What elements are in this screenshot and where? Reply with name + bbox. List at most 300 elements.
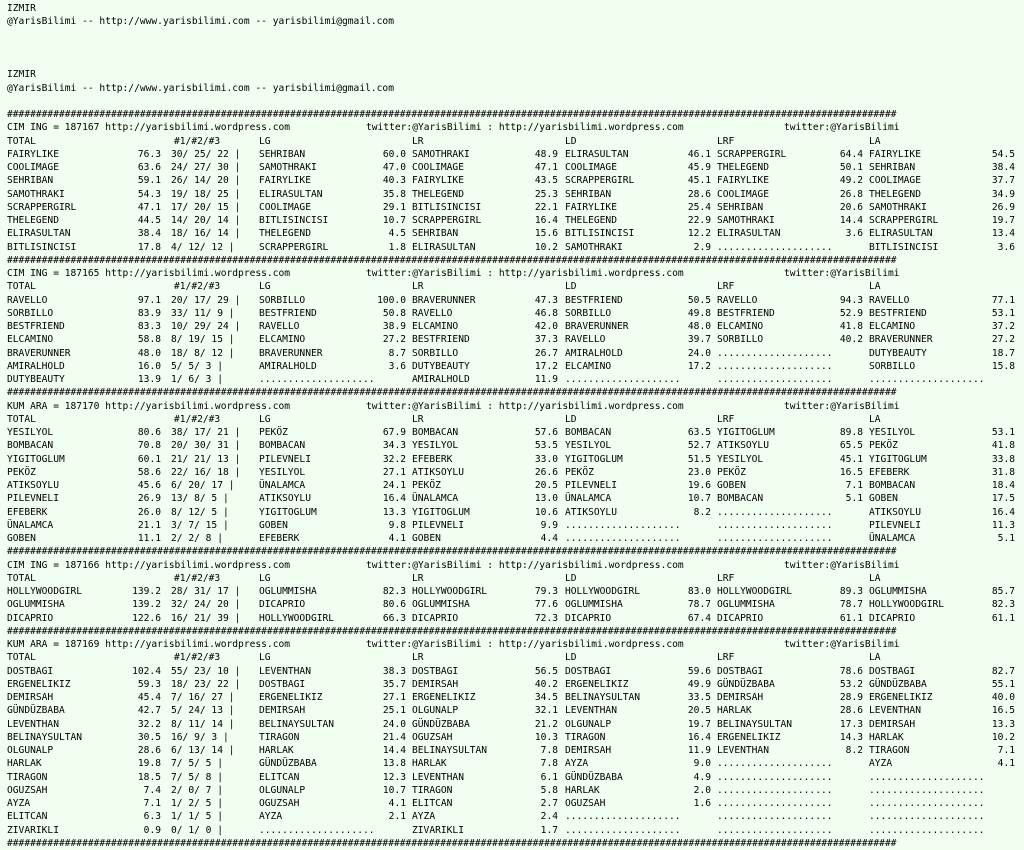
la-score: 17.5	[991, 493, 1015, 505]
race-title: CIM ING = 187167 http://yarisbilimi.wordpress.com	[7, 122, 291, 134]
la-score: 16.4	[991, 506, 1015, 518]
ld-horse: COOLIMAGE	[565, 162, 617, 173]
column-header-row	[7, 280, 1019, 293]
total-score: 45.4	[137, 692, 161, 703]
table-row	[7, 333, 1019, 346]
la-score: 82.7	[991, 665, 1015, 677]
total-score: 7.1	[143, 798, 161, 809]
place-counts: 32/ 24/ 20 |	[171, 599, 241, 611]
horse-name: ELCAMINO	[7, 334, 54, 346]
lrf-horse: ....................	[717, 360, 833, 372]
table-row	[7, 665, 1019, 678]
ld-score: 33.5	[687, 692, 711, 703]
table-row	[7, 320, 1019, 333]
total-score: 139.2	[132, 586, 161, 597]
table-row	[7, 307, 1019, 320]
table-row	[7, 214, 1019, 227]
lg-horse: THELEGEND	[259, 228, 311, 240]
lr-horse: RAVELLO	[412, 307, 453, 319]
horse-name: YESILYOL	[7, 427, 54, 438]
horse-name: THELEGEND	[7, 215, 59, 226]
lrf-score: 65.5	[839, 440, 863, 452]
lr-score: 25.3	[534, 188, 558, 200]
lr-horse: ELIRASULTAN	[412, 241, 476, 253]
ld-score: 24.0	[687, 347, 711, 359]
lr-score: 9.9	[540, 519, 558, 531]
lr-horse: ATIKSOYLU	[412, 466, 464, 478]
la-horse: YESILYOL	[869, 427, 916, 438]
place-counts: 3/ 7/ 15 |	[171, 519, 229, 531]
horse-name: OGLUMMISHA	[7, 599, 65, 611]
table-row	[7, 188, 1019, 201]
lrf-horse: RAVELLO	[717, 294, 758, 306]
total-score: 45.6	[137, 480, 161, 491]
la-score: 33.8	[991, 453, 1015, 465]
twitter-link: twitter:@YarisBilimi : http://yarisbilimi.wordpress.com	[366, 400, 684, 412]
lg-horse: DEMIRSAH	[259, 705, 306, 717]
horse-name: GÜNDÜZBABA	[7, 705, 65, 717]
lg-horse: AYZA	[259, 811, 283, 823]
lrf-horse: ....................	[717, 824, 833, 836]
ld-score: 45.1	[687, 175, 711, 187]
lrf-horse: YESILYOL	[717, 453, 764, 465]
table-row	[7, 519, 1019, 532]
race-title: CIM ING = 187166 http://yarisbilimi.wordpress.com	[7, 559, 291, 571]
lr-horse: ERGENELIKIZ	[412, 692, 476, 703]
lrf-score: 40.2	[839, 334, 863, 346]
lg-score: 100.0	[377, 294, 406, 306]
ld-score: 17.2	[687, 360, 711, 372]
place-counts: 19/ 18/ 25 |	[171, 188, 241, 200]
lr-score: 10.6	[534, 506, 558, 518]
lr-horse: SAMOTHRAKI	[412, 148, 470, 160]
place-counts: 21/ 21/ 13 |	[171, 453, 241, 465]
lg-score: 80.6	[382, 599, 406, 611]
total-score: 26.0	[137, 506, 161, 518]
header-lrf: LRF	[717, 572, 735, 584]
header-lrf: LRF	[717, 135, 735, 147]
ld-score: 78.7	[687, 599, 711, 611]
table-row	[7, 612, 1019, 625]
la-horse: GÜNDÜZBABA	[869, 678, 927, 690]
lg-horse: PILEVNELI	[259, 453, 311, 465]
la-horse: ....................	[869, 798, 985, 809]
lg-horse: OGUZSAH	[259, 798, 300, 809]
table-row	[7, 810, 1019, 823]
la-score: 10.2	[991, 731, 1015, 743]
lr-horse: SORBILLO	[412, 347, 459, 359]
horse-name: AMIRALHOLD	[7, 360, 65, 372]
place-counts: 18/ 23/ 22 |	[171, 678, 241, 690]
lg-horse: HOLLYWOODGIRL	[259, 612, 335, 624]
table-row	[7, 824, 1019, 837]
la-score: 34.9	[991, 188, 1015, 200]
la-horse: ....................	[869, 771, 985, 783]
la-horse: TIRAGON	[869, 745, 910, 756]
header-total: TOTAL	[7, 652, 36, 664]
horse-name: BOMBACAN	[7, 440, 54, 452]
lr-horse: AMIRALHOLD	[412, 374, 470, 385]
race-title: KUM ARA = 187170 http://yarisbilimi.wordpress.com	[7, 400, 291, 412]
lr-score: 42.0	[534, 321, 558, 332]
place-counts: 8/ 19/ 15 |	[171, 334, 235, 346]
la-score: 31.8	[991, 466, 1015, 478]
lr-score: 34.5	[534, 692, 558, 703]
lg-score: 60.0	[382, 148, 406, 160]
lg-score: 35.7	[382, 678, 406, 690]
ld-horse: PEKÖZ	[565, 466, 594, 478]
ld-horse: BELINAYSULTAN	[565, 692, 641, 703]
total-score: 32.2	[137, 718, 161, 730]
ld-score: 46.1	[687, 148, 711, 160]
twitter-handle: twitter:@YarisBilimi	[784, 400, 900, 412]
la-horse: ....................	[869, 784, 985, 796]
horse-name: LEVENTHAN	[7, 718, 59, 730]
table-row	[7, 731, 1019, 744]
total-score: 48.0	[137, 347, 161, 359]
lrf-horse: ELIRASULTAN	[717, 228, 781, 240]
lrf-score: 16.5	[839, 466, 863, 478]
column-header-row	[7, 572, 1019, 585]
ld-horse: HARLAK	[565, 784, 600, 796]
place-counts: 18/ 16/ 14 |	[171, 228, 241, 240]
total-score: 16.0	[137, 360, 161, 372]
lg-horse: PEKÖZ	[259, 427, 288, 438]
lrf-score: 17.3	[839, 718, 863, 730]
lrf-score: 94.3	[839, 294, 863, 306]
lrf-score: 53.2	[839, 678, 863, 690]
ld-horse: LEVENTHAN	[565, 705, 617, 717]
la-score: 18.7	[991, 347, 1015, 359]
table-row	[7, 598, 1019, 611]
place-counts: 20/ 17/ 29 |	[171, 294, 241, 306]
twitter-link: twitter:@YarisBilimi : http://yarisbilimi.wordpress.com	[366, 559, 684, 571]
la-horse: DEMIRSAH	[869, 718, 916, 730]
lrf-horse: GÜNDÜZBABA	[717, 678, 775, 690]
horse-name: YIGITOGLUM	[7, 453, 65, 465]
lg-horse: DOSTBAGI	[259, 678, 306, 690]
twitter-link: twitter:@YarisBilimi : http://yarisbilimi.wordpress.com	[366, 268, 684, 279]
place-counts: 55/ 23/ 10 |	[171, 665, 241, 677]
horse-name: ERGENELIKIZ	[7, 678, 71, 690]
lg-horse: FAIRYLIKE	[259, 175, 311, 187]
table-row	[7, 691, 1019, 704]
twitter-handle: twitter:@YarisBilimi	[784, 559, 900, 571]
header-total: TOTAL	[7, 135, 36, 147]
lg-score: 35.8	[382, 188, 406, 200]
ld-score: 19.7	[687, 718, 711, 730]
lrf-horse: SORBILLO	[717, 334, 764, 346]
lrf-horse: ....................	[717, 519, 833, 531]
total-score: 139.2	[132, 599, 161, 611]
separator-line: ##########################################################################################################################################################	[7, 109, 897, 120]
horse-name: ATIKSOYLU	[7, 480, 59, 491]
ld-horse: ÜNALAMCA	[565, 493, 612, 505]
ld-score: 12.2	[687, 228, 711, 240]
horse-name: DEMIRSAH	[7, 692, 54, 703]
lg-score: 14.4	[382, 745, 406, 756]
header-la: LA	[869, 135, 881, 147]
lg-score: 32.2	[382, 453, 406, 465]
lr-horse: BRAVERUNNER	[412, 294, 476, 306]
ld-horse: BESTFRIEND	[565, 294, 623, 306]
lr-horse: GOBEN	[412, 533, 441, 544]
table-row	[7, 201, 1019, 214]
header-la: LA	[869, 652, 881, 664]
la-horse: AYZA	[869, 758, 893, 770]
lr-score: 21.2	[534, 718, 558, 730]
total-score: 26.9	[137, 493, 161, 505]
race-tables	[7, 108, 1019, 850]
horse-name: ELIRASULTAN	[7, 228, 71, 240]
place-counts: 24/ 27/ 30 |	[171, 162, 241, 173]
la-score: 77.1	[991, 294, 1015, 306]
separator-line: ##########################################################################################################################################################	[7, 254, 897, 266]
ld-horse: RAVELLO	[565, 334, 606, 346]
total-score: 58.6	[137, 466, 161, 478]
place-counts: 1/ 2/ 5 |	[171, 798, 223, 809]
total-score: 28.6	[137, 745, 161, 756]
lr-horse: BELINAYSULTAN	[412, 745, 488, 756]
horse-name: SAMOTHRAKI	[7, 188, 65, 200]
place-counts: 2/ 0/ 7 |	[171, 784, 223, 796]
lr-horse: THELEGEND	[412, 188, 464, 200]
ld-horse: TIRAGON	[565, 731, 606, 743]
total-score: 54.3	[137, 188, 161, 200]
ld-score: 50.5	[687, 294, 711, 306]
la-score: 82.3	[991, 599, 1015, 611]
lrf-horse: ....................	[717, 241, 833, 253]
lr-score: 56.5	[534, 665, 558, 677]
la-score: 13.3	[991, 718, 1015, 730]
lrf-horse: ....................	[717, 374, 833, 385]
header-ld: LD	[565, 652, 577, 664]
horse-name: ZIVARIKLI	[7, 824, 59, 836]
la-score: 37.7	[991, 175, 1015, 187]
lg-score: 9.8	[388, 519, 406, 531]
horse-name: BRAVERUNNER	[7, 347, 71, 359]
column-header-row	[7, 651, 1019, 664]
header-lrf: LRF	[717, 413, 735, 425]
lg-horse: GOBEN	[259, 519, 288, 531]
ld-score: 2.0	[693, 784, 711, 796]
lrf-horse: ....................	[717, 347, 833, 359]
lrf-score: 61.1	[839, 612, 863, 624]
lg-score: 34.3	[382, 440, 406, 452]
race-title-row	[7, 400, 1019, 413]
table-row	[7, 294, 1019, 307]
lrf-score: 89.3	[839, 586, 863, 597]
lrf-horse: ....................	[717, 758, 833, 770]
la-score: 41.8	[991, 440, 1015, 452]
horse-name: AYZA	[7, 798, 31, 809]
lr-horse: TIRAGON	[412, 784, 453, 796]
horse-name: HOLLYWOODGIRL	[7, 586, 83, 597]
ld-score: 49.8	[687, 307, 711, 319]
la-score: 4.1	[997, 758, 1015, 770]
lr-horse: ÜNALAMCA	[412, 493, 459, 505]
total-score: 11.1	[137, 533, 161, 544]
table-row	[7, 718, 1019, 731]
table-row	[7, 373, 1019, 386]
lrf-horse: LEVENTHAN	[717, 745, 769, 756]
lrf-horse: OGLUMMISHA	[717, 599, 775, 611]
lg-score: 4.1	[388, 533, 406, 544]
ld-horse: BRAVERUNNER	[565, 321, 629, 332]
table-row	[7, 757, 1019, 770]
la-score: 61.1	[991, 612, 1015, 624]
table-row	[7, 347, 1019, 360]
race-title-row	[7, 638, 1019, 651]
ld-horse: OLGUNALP	[565, 718, 612, 730]
place-counts: 14/ 20/ 14 |	[171, 215, 241, 226]
header-ld: LD	[565, 413, 577, 425]
lrf-horse: BELINAYSULTAN	[717, 718, 793, 730]
lg-horse: RAVELLO	[259, 321, 300, 332]
table-row	[7, 784, 1019, 797]
la-score: 11.3	[991, 519, 1015, 531]
header-lg: LG	[259, 572, 271, 584]
ld-horse: DEMIRSAH	[565, 745, 612, 756]
la-horse: DICAPRIO	[869, 612, 916, 624]
lr-score: 48.9	[534, 148, 558, 160]
ld-score: 2.9	[693, 241, 711, 253]
lr-horse: BITLISINCISI	[412, 201, 482, 213]
lr-score: 6.1	[540, 771, 558, 783]
total-score: 59.1	[137, 175, 161, 187]
lr-score: 17.2	[534, 360, 558, 372]
place-counts: 1/ 1/ 5 |	[171, 811, 223, 823]
lr-score: 57.6	[534, 427, 558, 438]
la-horse: FAIRYLIKE	[869, 148, 921, 160]
horse-name: RAVELLO	[7, 294, 48, 306]
header-lg: LG	[259, 413, 271, 425]
lr-horse: DEMIRSAH	[412, 678, 459, 690]
table-row	[7, 704, 1019, 717]
total-score: 21.1	[137, 519, 161, 531]
lr-score: 46.8	[534, 307, 558, 319]
lrf-horse: DICAPRIO	[717, 612, 764, 624]
la-horse: HOLLYWOODGIRL	[869, 599, 945, 611]
lg-horse: SCRAPPERGIRL	[259, 241, 329, 253]
lrf-score: 20.6	[839, 201, 863, 213]
horse-name: COOLIMAGE	[7, 162, 59, 173]
lrf-horse: ....................	[717, 771, 833, 783]
horse-name: GOBEN	[7, 533, 36, 544]
lr-score: 4.4	[540, 533, 558, 544]
horse-name: BESTFRIEND	[7, 321, 65, 332]
lrf-horse: ....................	[717, 784, 833, 796]
ld-score: 52.7	[687, 440, 711, 452]
header-places: #1/#2/#3	[174, 281, 221, 293]
la-horse: ....................	[869, 824, 985, 836]
total-score: 13.9	[137, 374, 161, 385]
lr-score: 7.8	[540, 745, 558, 756]
lr-horse: EFEBERK	[412, 453, 453, 465]
total-score: 44.5	[137, 215, 161, 226]
lg-horse: OLGUNALP	[259, 784, 306, 796]
horse-name: EFEBERK	[7, 506, 48, 518]
horse-name: SORBILLO	[7, 307, 54, 319]
ld-score: 39.7	[687, 334, 711, 346]
lg-horse: COOLIMAGE	[259, 201, 311, 213]
ld-score: 11.9	[687, 745, 711, 756]
lg-score: 1.8	[388, 241, 406, 253]
la-horse: THELEGEND	[869, 188, 921, 200]
lr-score: 15.6	[534, 228, 558, 240]
la-score: 55.1	[991, 678, 1015, 690]
lrf-horse: PEKÖZ	[717, 466, 746, 478]
lg-score: 12.3	[382, 771, 406, 783]
lrf-score: 64.4	[839, 148, 863, 160]
total-score: 60.1	[137, 453, 161, 465]
place-counts: 8/ 12/ 5 |	[171, 506, 229, 518]
lr-score: 26.6	[534, 466, 558, 478]
header-places: #1/#2/#3	[174, 413, 221, 425]
lrf-score: 49.2	[839, 175, 863, 187]
lg-score: 38.9	[382, 321, 406, 332]
ld-score: 1.6	[693, 798, 711, 809]
lr-score: 16.4	[534, 215, 558, 226]
column-header-row	[7, 413, 1019, 426]
la-horse: ELCAMINO	[869, 321, 916, 332]
lrf-score: 41.8	[839, 321, 863, 332]
race-title-row	[7, 559, 1019, 572]
la-score: 40.0	[991, 692, 1015, 703]
total-score: 83.3	[137, 321, 161, 332]
la-horse: DOSTBAGI	[869, 665, 916, 677]
lg-score: 47.0	[382, 162, 406, 173]
lg-score: 27.1	[382, 692, 406, 703]
la-horse: BRAVERUNNER	[869, 334, 933, 346]
place-counts: 33/ 11/ 9 |	[171, 307, 235, 319]
ld-horse: FAIRYLIKE	[565, 201, 617, 213]
lrf-score: 14.3	[839, 731, 863, 743]
ld-horse: AYZA	[565, 758, 589, 770]
horse-name: OLGUNALP	[7, 745, 54, 756]
table-row	[7, 479, 1019, 492]
twitter-handle: twitter:@YarisBilimi	[784, 268, 900, 279]
horse-name: BELINAYSULTAN	[7, 731, 83, 743]
la-score: 53.1	[991, 307, 1015, 319]
table-row	[7, 797, 1019, 810]
ld-score: 23.0	[687, 466, 711, 478]
ld-horse: AMIRALHOLD	[565, 347, 623, 359]
lrf-score: 3.6	[845, 228, 863, 240]
lrf-horse: SCRAPPERGIRL	[717, 148, 787, 160]
lg-horse: DICAPRIO	[259, 599, 306, 611]
city-title-repeat: IZMIR	[7, 69, 36, 81]
ld-score: 59.6	[687, 665, 711, 677]
horse-name: DOSTBAGI	[7, 665, 54, 677]
race-title-row	[7, 121, 1019, 134]
table-row	[7, 241, 1019, 254]
table-row	[7, 492, 1019, 505]
total-score: 102.4	[132, 665, 161, 677]
lrf-horse: DEMIRSAH	[717, 692, 764, 703]
la-horse: PILEVNELI	[869, 519, 921, 531]
total-score: 76.3	[137, 148, 161, 160]
ld-horse: SEHRIBAN	[565, 188, 612, 200]
separator-line: ##########################################################################################################################################################	[7, 625, 897, 637]
la-horse: SORBILLO	[869, 360, 916, 372]
lr-score: 13.0	[534, 493, 558, 505]
la-score: 27.2	[991, 334, 1015, 346]
la-horse: SCRAPPERGIRL	[869, 215, 939, 226]
header-places: #1/#2/#3	[174, 135, 221, 147]
lrf-score: 28.9	[839, 692, 863, 703]
la-horse: LEVENTHAN	[869, 705, 921, 717]
